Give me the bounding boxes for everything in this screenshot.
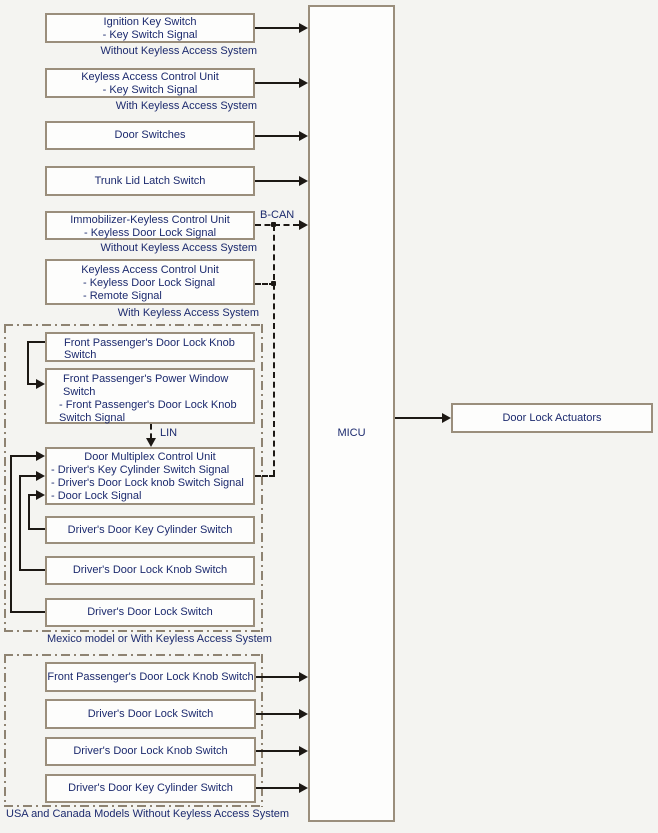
usa-group-border-bottom (4, 805, 263, 807)
bcan-vertical-dashed-line (273, 225, 275, 476)
box-immobilizer-keyless-control-unit (45, 211, 255, 240)
arrowhead (299, 78, 308, 88)
box-signal: - Door Lock Signal (51, 490, 142, 502)
box-title: Front Passenger's Power Window Switch (63, 373, 229, 398)
caption-without-keyless: Without Keyless Access System (100, 242, 257, 254)
caption-with-keyless: With Keyless Access System (115, 100, 257, 112)
box-usa-driver-door-lock-knob-switch (45, 737, 256, 766)
connector-line (27, 341, 45, 343)
usa-group-border-left (4, 654, 6, 807)
connector-micu-to-actuators (395, 417, 442, 419)
box-title: Driver's Door Key Cylinder Switch (67, 523, 233, 536)
arrowhead (299, 23, 308, 33)
box-micu (308, 5, 395, 822)
box-keyless-access-control-unit-2 (45, 259, 255, 305)
connector-line (28, 528, 45, 530)
connector-line (10, 455, 12, 613)
micu-label: MICU (337, 427, 366, 439)
mexico-group-border-right (261, 324, 263, 632)
connector-line (256, 750, 299, 752)
box-label: Door Lock Actuators (502, 411, 602, 424)
box-trunk-lid-latch-switch (45, 166, 255, 196)
arrowhead (146, 438, 156, 447)
connector-line (19, 475, 21, 571)
usa-group-caption: USA and Canada Models Without Keyless Access System (6, 808, 290, 820)
box-fp-door-lock-knob-switch (45, 332, 255, 362)
lin-dashed-line (150, 424, 152, 439)
lin-bus-label: LIN (160, 427, 178, 439)
box-title: Driver's Door Lock Switch (87, 707, 214, 720)
box-door-switches (45, 121, 255, 150)
mexico-group-caption: Mexico model or With Keyless Access System (47, 633, 272, 645)
box-fp-power-window-switch (45, 368, 255, 424)
box-door-multiplex-control-unit (45, 447, 255, 505)
mexico-group-border-top (4, 324, 263, 326)
connector-line (256, 713, 299, 715)
caption-without-keyless: Without Keyless Access System (100, 45, 257, 57)
connector-line (256, 787, 299, 789)
box-title: Driver's Door Lock Knob Switch (73, 745, 228, 757)
mexico-group-border-bottom (4, 630, 263, 632)
box-signal: - Keyless Door Lock Signal (83, 277, 216, 289)
box-driver-door-lock-knob-switch (45, 556, 255, 585)
connector-line (255, 27, 299, 29)
box-title: Immobilizer-Keyless Control Unit (70, 214, 230, 226)
bcan-dashed-line (255, 224, 299, 226)
arrowhead (442, 413, 451, 423)
arrowhead (299, 176, 308, 186)
connector-line (19, 475, 36, 477)
connector-line (28, 494, 36, 496)
connector-line (255, 82, 299, 84)
caption-with-keyless: With Keyless Access System (117, 307, 259, 319)
box-driver-door-lock-switch (45, 598, 255, 627)
connector-line (27, 383, 36, 385)
box-signal: - Key Switch Signal (102, 29, 198, 41)
box-signal: - Keyless Door Lock Signal (83, 227, 217, 239)
box-title: Door Switches (114, 129, 186, 141)
box-title: Driver's Door Key Cylinder Switch (68, 782, 233, 794)
arrowhead (299, 131, 308, 141)
arrowhead (36, 451, 45, 461)
arrowhead (36, 379, 45, 389)
box-usa-driver-door-key-cylinder-switch (45, 774, 256, 803)
dashed-connector (255, 475, 275, 477)
connector-line (255, 180, 299, 182)
connector-line (27, 341, 29, 384)
connector-line (256, 676, 299, 678)
box-title: Door Multiplex Control Unit (84, 451, 216, 463)
box-usa-fp-door-lock-knob-switch (45, 662, 256, 692)
connector-line (19, 569, 45, 571)
arrowhead (299, 220, 308, 230)
arrowhead (299, 746, 308, 756)
box-title: Keyless Access Control Unit (81, 71, 219, 83)
box-title: Keyless Access Control Unit (81, 264, 219, 276)
arrowhead (299, 709, 308, 719)
box-title: Driver's Door Lock Knob Switch (72, 564, 228, 576)
connector-line (10, 611, 45, 613)
box-title: Driver's Door Lock Switch (87, 606, 213, 618)
arrowhead (299, 783, 308, 793)
box-door-lock-actuators (451, 403, 653, 433)
arrowhead (36, 471, 45, 481)
box-title: Trunk Lid Latch Switch (94, 174, 206, 187)
box-signal: - Key Switch Signal (102, 84, 198, 96)
box-usa-driver-door-lock-switch (45, 699, 256, 729)
box-title: Front Passenger's Door Lock Knob Switch (47, 670, 254, 683)
connector-line (255, 135, 299, 137)
box-title: Ignition Key Switch (103, 16, 197, 28)
arrowhead (36, 490, 45, 500)
junction-dot (271, 281, 276, 286)
box-title: Front Passenger's Door Lock Knob Switch (64, 337, 235, 361)
junction-dot (271, 222, 276, 227)
arrowhead (299, 672, 308, 682)
box-signal: - Driver's Key Cylinder Switch Signal (51, 464, 230, 476)
connector-line (10, 455, 36, 457)
box-driver-door-key-cylinder-switch (45, 516, 255, 544)
usa-group-border-top (4, 654, 263, 656)
box-ignition-key-switch (45, 13, 255, 43)
mexico-group-border-left (4, 324, 6, 632)
bcan-bus-label: B-CAN (260, 209, 295, 221)
box-signal: - Driver's Door Lock knob Switch Signal (51, 477, 244, 489)
connector-line (28, 494, 30, 530)
box-keyless-access-control-unit (45, 68, 255, 98)
box-signal: - Front Passenger's Door Lock Knob Switch Signal (59, 399, 237, 424)
box-signal: - Remote Signal (83, 290, 162, 302)
